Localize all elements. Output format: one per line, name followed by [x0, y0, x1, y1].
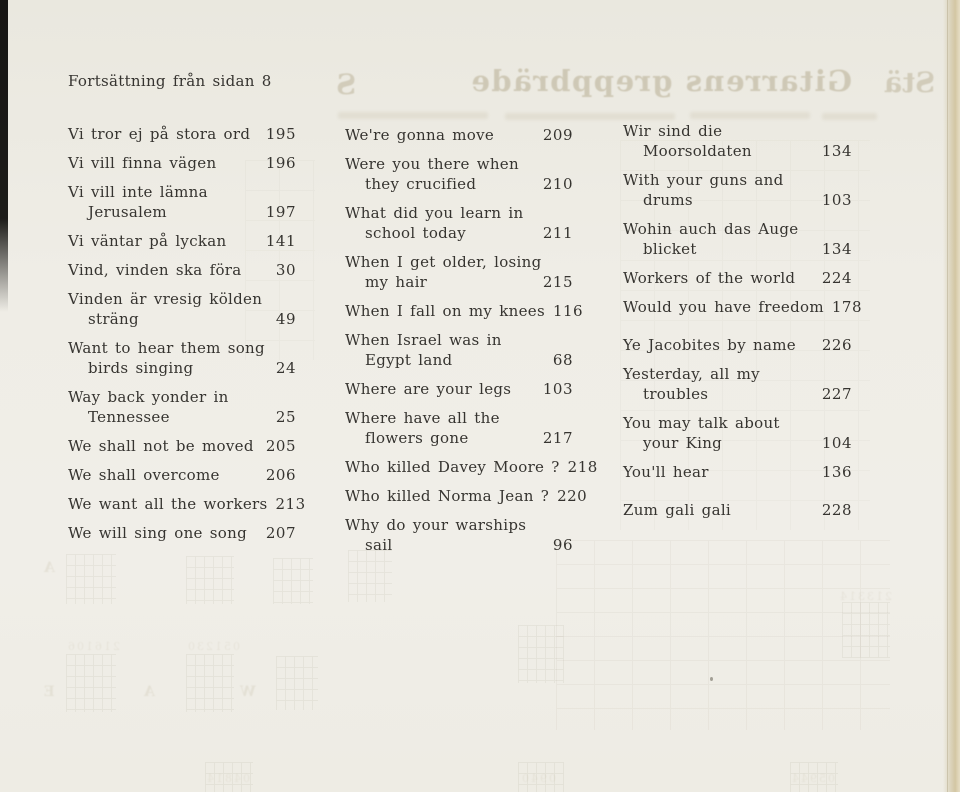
index-entry-line: [345, 486, 588, 506]
index-entry: [345, 379, 573, 399]
bleedthrough-textline: [822, 113, 877, 120]
index-entry: [68, 338, 296, 378]
index-entry-line: [345, 125, 573, 145]
bleedthrough-chord-grid: [842, 602, 890, 658]
page-number: 68: [552, 351, 573, 369]
index-entry: [345, 125, 573, 145]
index-column-1: [68, 124, 306, 552]
song-title: Why do your warships: [345, 516, 527, 534]
song-title: Zum gali gali: [623, 501, 732, 519]
song-title: Vi väntar på lyckan: [68, 232, 227, 250]
bleedthrough-chord-grid: [186, 556, 234, 604]
index-entry-line: [345, 272, 573, 292]
song-title: Wir sind die: [623, 122, 723, 140]
index-entry: [68, 289, 296, 329]
index-entry-line: [345, 252, 573, 272]
bleedthrough-partial-right: Stä: [884, 66, 936, 99]
page-number: 104: [821, 434, 852, 452]
index-entry-line: [68, 387, 296, 407]
song-title: We're gonna move: [345, 126, 495, 144]
bleedthrough-chord-grid: [276, 656, 318, 710]
page-number: 134: [821, 142, 852, 160]
page-number: 206: [265, 466, 296, 484]
index-entry-line: [623, 413, 852, 433]
bleedthrough-letter: A: [144, 684, 155, 700]
index-entry: [68, 153, 296, 173]
index-entry-line: [345, 408, 573, 428]
song-title: birds singing: [88, 359, 194, 377]
index-entry: [623, 364, 852, 404]
bleedthrough-letter: E: [44, 684, 55, 700]
page-number: 213: [275, 495, 306, 513]
index-entry: [68, 260, 296, 280]
index-group: [623, 500, 852, 520]
page-number: 227: [821, 385, 852, 403]
index-entry-line: [68, 309, 296, 329]
index-entry-line: [345, 330, 573, 350]
index-entry-line: [68, 260, 296, 280]
index-column-3: [623, 121, 862, 529]
page-number: 178: [831, 298, 862, 316]
index-entry: [345, 330, 573, 370]
index-entry: [345, 154, 573, 194]
bleedthrough-digits: 213314: [838, 590, 892, 603]
song-title: What did you learn in: [345, 204, 524, 222]
bleedthrough-textline: [505, 113, 675, 120]
index-entry: [623, 462, 852, 482]
index-entry-line: [68, 182, 296, 202]
song-title: We will sing one song: [68, 524, 247, 542]
index-entry: [68, 494, 306, 514]
index-entry: [623, 121, 852, 161]
song-title: Wohin auch das Auge: [623, 220, 799, 238]
index-group: [623, 335, 852, 482]
song-title: school today: [365, 224, 467, 242]
bleedthrough-digits: 04814: [205, 772, 250, 785]
page-number: 224: [821, 269, 852, 287]
song-title: Were you there when: [345, 155, 519, 173]
bleedthrough-chord-grid: [518, 762, 564, 792]
song-title: sträng: [88, 310, 139, 328]
index-entry-line: [623, 239, 852, 259]
song-title: When I get older, losing: [345, 253, 542, 271]
index-entry-line: [345, 379, 573, 399]
continuation-note: Fortsättning från sidan 8: [68, 72, 272, 90]
song-title: Vinden är vresig kölden: [68, 290, 263, 308]
bleedthrough-letter: W: [240, 684, 256, 700]
bleedthrough-chord-grid: [790, 762, 838, 792]
page-number: 228: [821, 501, 852, 519]
song-title: flowers gone: [365, 429, 469, 447]
page-number: 207: [265, 524, 296, 542]
index-entry: [345, 486, 588, 506]
page-number: 209: [542, 126, 573, 144]
bleedthrough-fretboard: [556, 540, 890, 730]
song-title: Yesterday, all my: [623, 365, 760, 383]
index-entry-line: [345, 515, 573, 535]
song-title: blicket: [643, 240, 697, 258]
scan-gutter-edge: [0, 0, 8, 312]
bleedthrough-heading: Gitarrens greppbräde: [469, 64, 852, 98]
index-group: [68, 124, 296, 329]
index-entry: [345, 301, 584, 321]
index-entry-line: [68, 465, 296, 485]
index-entry-line: [623, 462, 852, 482]
song-title: sail: [365, 536, 393, 554]
index-entry-line: [68, 338, 296, 358]
bleedthrough-chord-grid: [518, 625, 564, 683]
index-group: [68, 338, 306, 543]
song-title: Would you have freedom: [623, 298, 824, 316]
index-entry: [345, 203, 573, 243]
page-number: 103: [821, 191, 852, 209]
index-entry-line: [68, 436, 296, 456]
bleedthrough-chord-grid: [66, 554, 116, 604]
song-title: You may talk about: [623, 414, 780, 432]
index-entry-line: [623, 170, 852, 190]
song-title: You'll hear: [623, 463, 709, 481]
song-title: Way back yonder in: [68, 388, 229, 406]
page-number: 141: [265, 232, 296, 250]
song-title: Where have all the: [345, 409, 500, 427]
index-entry-line: [623, 297, 862, 317]
bleedthrough-digits: 05944: [790, 772, 835, 785]
page-number: 196: [265, 154, 296, 172]
song-title: We shall not be moved: [68, 437, 254, 455]
song-title: Vind, vinden ska föra: [68, 261, 242, 279]
bleedthrough-letter: A: [44, 560, 55, 576]
song-title: When Israel was in: [345, 331, 502, 349]
index-entry: [68, 124, 296, 144]
page-number: 96: [552, 536, 573, 554]
song-title: your King: [643, 434, 723, 452]
index-entry-line: [345, 203, 573, 223]
index-entry: [623, 219, 852, 259]
song-title: Want to hear them song: [68, 339, 265, 357]
page-number: 195: [265, 125, 296, 143]
song-title: Workers of the world: [623, 269, 796, 287]
song-title: Where are your legs: [345, 380, 512, 398]
bleedthrough-chord-grid: [205, 762, 253, 792]
page-number: 197: [265, 203, 296, 221]
index-entry: [623, 413, 852, 453]
index-entry-line: [623, 384, 852, 404]
index-group: [623, 121, 862, 317]
index-column-2: [345, 125, 598, 564]
index-entry: [68, 231, 296, 251]
song-title: Tennessee: [88, 408, 170, 426]
index-entry: [345, 457, 598, 477]
index-entry-line: [345, 350, 573, 370]
song-title: We want all the workers: [68, 495, 268, 513]
page-number: 210: [542, 175, 573, 193]
index-entry: [623, 297, 862, 317]
index-entry-line: [623, 141, 852, 161]
bleedthrough-partial-left: S: [336, 68, 357, 101]
index-entry-line: [68, 407, 296, 427]
index-entry-line: [623, 121, 852, 141]
song-title: Vi vill finna vägen: [68, 154, 217, 172]
index-entry: [623, 335, 852, 355]
song-title: Who killed Davey Moore ?: [345, 458, 560, 476]
page-number: 215: [542, 273, 573, 291]
index-entry: [68, 465, 296, 485]
index-entry-line: [623, 190, 852, 210]
index-entry: [345, 515, 573, 555]
song-title: my hair: [365, 273, 428, 291]
index-entry-line: [68, 153, 296, 173]
index-entry-line: [68, 523, 296, 543]
page-number: 217: [542, 429, 573, 447]
song-title: We shall overcome: [68, 466, 220, 484]
song-title: Jerusalem: [88, 203, 167, 221]
bleedthrough-digits: 0940: [520, 772, 556, 785]
index-entry-line: [68, 289, 296, 309]
index-entry: [345, 408, 573, 448]
ink-speck: [710, 677, 713, 681]
page-number: 116: [552, 302, 584, 320]
bleedthrough-chord-grid: [186, 654, 234, 712]
index-entry-line: [623, 268, 852, 288]
index-entry-line: [68, 231, 296, 251]
song-title: Moorsoldaten: [643, 142, 752, 160]
index-entry: [68, 387, 296, 427]
song-title: troubles: [643, 385, 709, 403]
index-entry: [345, 252, 573, 292]
index-entry: [68, 182, 296, 222]
index-entry-line: [623, 364, 852, 384]
index-entry: [623, 170, 852, 210]
index-entry-line: [345, 154, 573, 174]
index-entry: [68, 523, 296, 543]
bleedthrough-textline: [690, 112, 810, 119]
index-entry-line: [623, 335, 852, 355]
index-entry: [68, 436, 296, 456]
page-number: 24: [275, 359, 296, 377]
index-entry: [623, 500, 852, 520]
index-entry-line: [68, 124, 296, 144]
song-title: drums: [643, 191, 693, 209]
bleedthrough-textline: [338, 112, 488, 119]
song-title: they crucified: [365, 175, 477, 193]
index-entry-line: [345, 535, 573, 555]
page-number: 211: [542, 224, 573, 242]
page-number: 103: [542, 380, 573, 398]
page-edge: [943, 0, 960, 792]
page-number: 205: [265, 437, 296, 455]
index-group: [345, 125, 598, 555]
index-entry-line: [68, 494, 306, 514]
index-entry-line: [345, 301, 584, 321]
index-entry-line: [68, 358, 296, 378]
bleedthrough-digits: 051230: [186, 640, 240, 653]
song-title: When I fall on my knees: [345, 302, 545, 320]
song-title: Egypt land: [365, 351, 453, 369]
song-title: Vi vill inte lämna: [68, 183, 208, 201]
bleedthrough-chord-grid: [273, 558, 313, 604]
page-number: 220: [557, 487, 588, 505]
index-entry-line: [345, 428, 573, 448]
bleedthrough-digits: 216106: [66, 640, 120, 653]
index-entry-line: [68, 202, 296, 222]
index-entry-line: [623, 219, 852, 239]
index-entry: [623, 268, 852, 288]
index-entry-line: [345, 223, 573, 243]
song-title: Ye Jacobites by name: [623, 336, 796, 354]
page-number: 30: [275, 261, 296, 279]
index-entry-line: [345, 457, 598, 477]
page-number: 25: [275, 408, 296, 426]
song-title: With your guns and: [623, 171, 784, 189]
page-number: 49: [275, 310, 296, 328]
song-title: Vi tror ej på stora ord: [68, 125, 251, 143]
index-entry-line: [623, 433, 852, 453]
page-number: 218: [567, 458, 598, 476]
page-number: 134: [821, 240, 852, 258]
bleedthrough-chord-grid: [66, 654, 116, 712]
song-title: Who killed Norma Jean ?: [345, 487, 550, 505]
index-entry-line: [623, 500, 852, 520]
page-number: 226: [821, 336, 852, 354]
page-number: 136: [821, 463, 852, 481]
index-entry-line: [345, 174, 573, 194]
